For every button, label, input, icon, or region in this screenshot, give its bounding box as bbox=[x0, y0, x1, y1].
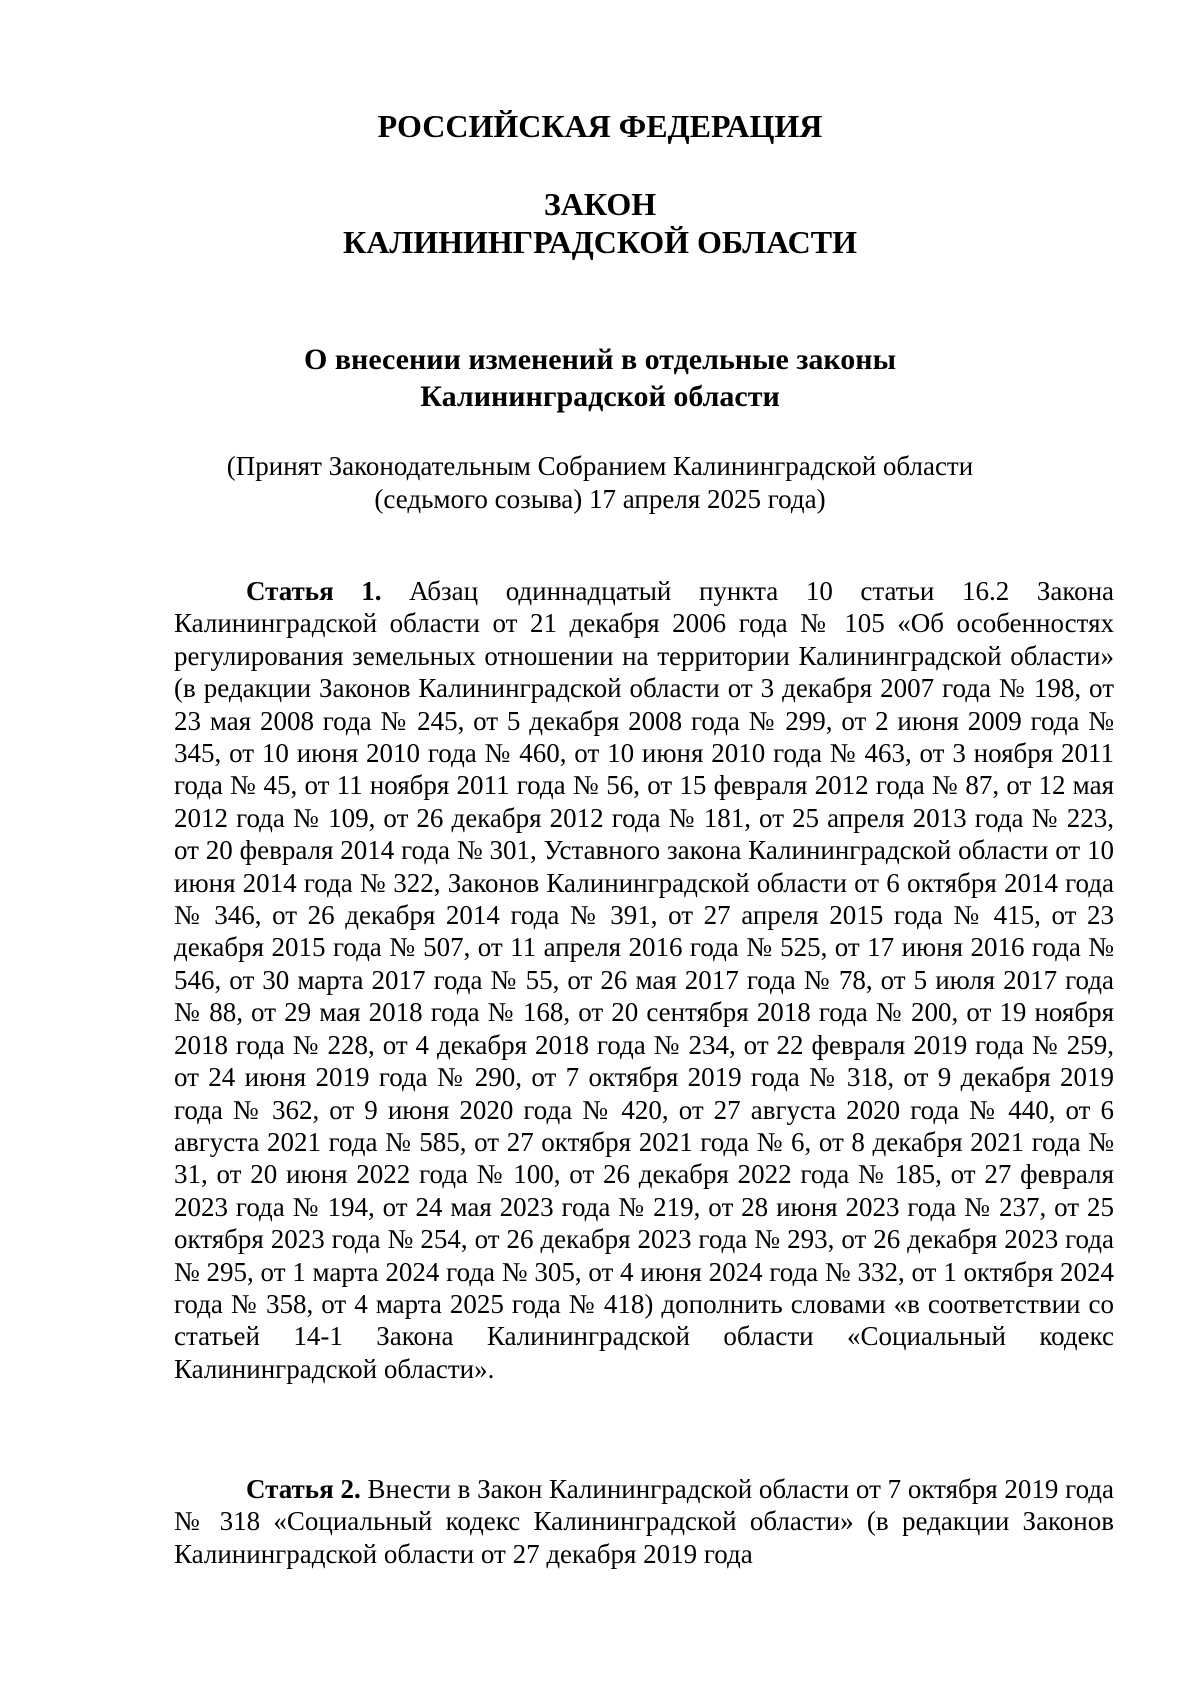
adoption-note-line-1: (Принят Законодательным Собранием Калининградской области bbox=[226, 451, 974, 481]
law-title-line-2: Калининградской области bbox=[420, 380, 780, 413]
article-2-label: Статья 2. bbox=[246, 1474, 361, 1504]
law-title-line-1: О внесении изменений в отдельные законы bbox=[304, 343, 896, 376]
article-2-text: Внести в Закон Калининградской области от 7 октября 2019 года № 318 «Социальный кодекс Калининградской области» (в редакции Законов Калининградской области от 27 декабря 2019 года bbox=[174, 1474, 1115, 1569]
law-title bbox=[0, 341, 1200, 415]
adoption-note bbox=[0, 450, 1200, 516]
article-1-label: Статья 1. bbox=[246, 576, 382, 606]
article-1-text: Абзац одиннадцатый пункта 10 статьи 16.2 Закона Калининградской области от 21 декабря 2006 года № 105 «Об особенностях регулирования земельных отношении на территории Калининградской области» (в редакции Законов Калининградской области от 3 декабря 2007 года № 198, от 23 мая 2008 года № 245, от 5 декабря 2008 года № 299, от 2 июня 2009 года № 345, от 10 июня 2010 года № 460, от 10 июня 2010 года № 463, от 3 ноября 2011 года № 45, от 11 ноября 2011 года № 56, от 15 февраля 2012 года № 87, от 12 мая 2012 года № 109, от 26 декабря 2012 года № 181, от 25 апреля 2013 года № 223, от 20 февраля 2014 года № 301, Уставного закона Калининградской области от 10 июня 2014 года № 322, Законов Калининградской области от 6 октября 2014 года № 346, от 26 декабря 2014 года № 391, от 27 апреля 2015 года № 415, от 23 декабря 2015 года № 507, от 11 апреля 2016 года № 525, от 17 июня 2016 года № 546, от 30 марта 2017 года № 55, от 26 мая 2017 года № 78, от 5 июля 2017 года № 88, от 29 мая 2018 года № 168, от 20 сентября 2018 года № 200, от 19 ноября 2018 года № 228, от 4 декабря 2018 года № 234, от 22 февраля 2019 года № 259, от 24 июня 2019 года № 290, от 7 октября 2019 года № 318, от 9 декабря 2019 года № 362, от 9 июня 2020 года № 420, от 27 августа 2020 года № 440, от 6 августа 2021 года № 585, от 27 октября 2021 года № 6, от 8 декабря 2021 года № 31, от 20 июня 2022 года № 100, от 26 декабря 2022 года № 185, от 27 февраля 2023 года № 194, от 24 мая 2023 года № 219, от 28 июня 2023 года № 237, от 25 октября 2023 года № 254, от 26 декабря 2023 года № 293, от 26 декабря 2023 года № 295, от 1 марта 2024 года № 305, от 4 июня 2024 года № 332, от 1 октября 2024 года № 358, от 4 марта 2025 года № 418) дополнить словами «в соответствии со статьей 14-1 Закона Калининградской области «Социальный кодекс Калининградской области». bbox=[174, 576, 1115, 1384]
country-heading: РОССИЙСКАЯ ФЕДЕРАЦИЯ bbox=[377, 108, 823, 144]
article-2 bbox=[174, 1473, 1114, 1570]
law-region-heading: КАЛИНИНГРАДСКОЙ ОБЛАСТИ bbox=[343, 224, 857, 260]
law-heading: ЗАКОН bbox=[543, 186, 657, 222]
adoption-note-line-2: (седьмого созыва) 17 апреля 2025 года) bbox=[374, 484, 826, 514]
article-1 bbox=[174, 575, 1114, 1385]
